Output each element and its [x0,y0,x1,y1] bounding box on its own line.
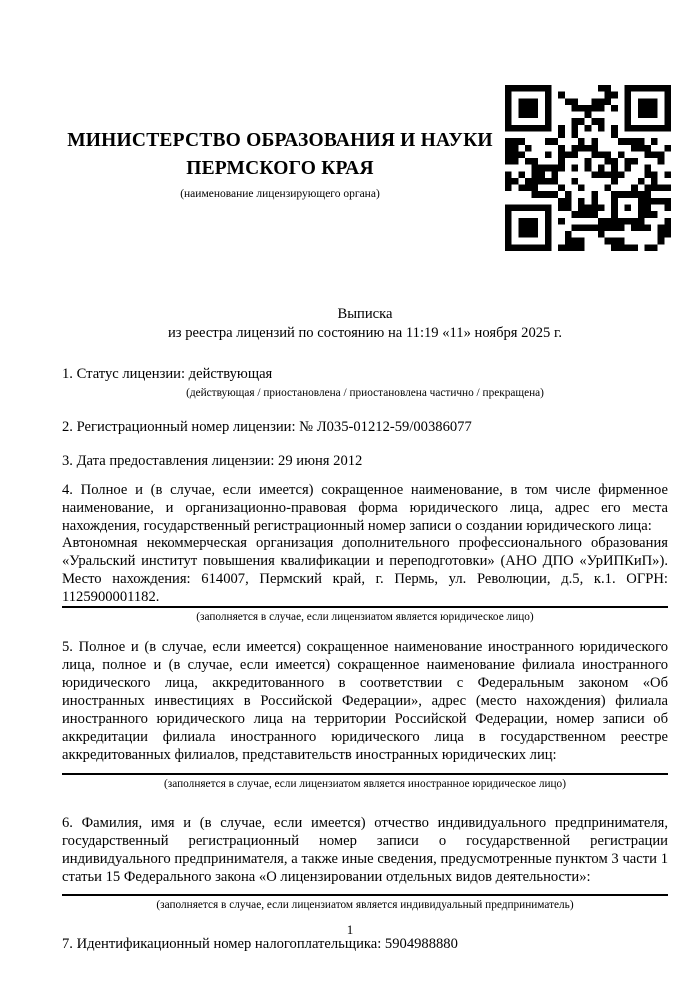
document-title-line2: из реестра лицензий по состоянию на 11:19 «11» ноября 2025 г. [167,324,562,341]
taxpayer-id-line: 7. Идентификационный номер налогоплательщика: 5904988880 [62,936,458,953]
page-number: 1 [346,922,354,937]
entrepreneur-heading: 6. Фамилия, имя и (в случае, если имеется) отчество индивидуального предпринимателя, государственный регистрационный номер записи о государственной регистрации индивидуального предпринимателя, а также иные сведения, предусмотренные пунктом 3 части 1 статьи 15 Федерального закона «О лицензировании отдельных видов деятельности»: [62,815,668,886]
item-1 [62,366,668,401]
foreign-entity-heading: 5. Полное и (в случае, если имеется) сокращенное наименование иностранного юридического лица, полное и (в случае, если имеется) сокращенное наименование филиала иностранного юридического лица, аккредитованного в соответствии с Федеральным законом «Об иностранных инвестициях в Российской Федерации», адрес (место нахождения) филиала иностранного юридического лица на территории Российской Федерации, номер записи об аккредитации филиала иностранного юридического лица в государственном реестре аккредитованных филиалов, представительств иностранных юридических лиц: [62,639,668,763]
license-grant-date-line: 3. Дата предоставления лицензии: 29 июня 2012 [62,452,363,469]
document-body [62,366,668,954]
legal-entity-heading: 4. Полное и (в случае, если имеется) сокращенное наименование, в том числе фирменное наименование, и организационно-правовая форма юридического лица, адрес его места нахождения, государственный регистрационный номер записи о создании юридического лица: [62,481,668,534]
ministry-caption: (наименование лицензирующего органа) [180,188,380,200]
legal-entity-caption: (заполняется в случае, если лицензиатом является юридическое лицо) [196,611,534,624]
document-title-line1: Выписка [337,306,393,322]
licensing-authority-header [62,127,498,201]
foreign-entity-caption: (заполняется в случае, если лицензиатом является иностранное юридическое лицо) [164,778,566,791]
ministry-name-line2: ПЕРМСКОГО КРАЯ [186,158,374,179]
item-7 [62,936,668,954]
item-6 [62,815,668,913]
document-title [62,305,668,342]
divider-line [62,894,668,896]
item-5 [62,639,668,792]
license-status-line: 1. Статус лицензии: действующая [62,366,273,382]
entrepreneur-caption: (заполняется в случае, если лицензиатом является индивидуальный предприниматель) [156,899,574,912]
item-2 [62,419,668,437]
license-status-options-caption: (действующая / приостановлена / приостановлена частично / прекращена) [186,386,544,399]
registration-number-line: 2. Регистрационный номер лицензии: № Л035-01212-59/00386077 [62,418,472,435]
legal-entity-value: Автономная некоммерческая организация дополнительного профессионального образования «Уральский институт повышения квалификации и переподготовки» (АНО ДПО «УрИПКиП»). Место нахождения: 614007, Пермский край, г. Пермь, ул. Революции, д.5, к.1. ОГРН: 1125900001182. [62,535,668,606]
item-3 [62,453,668,471]
item-4 [62,482,668,625]
qr-code-icon [505,85,671,251]
ministry-name-line1: МИНИСТЕРСТВО ОБРАЗОВАНИЯ И НАУКИ [67,130,493,151]
divider-line [62,773,668,775]
